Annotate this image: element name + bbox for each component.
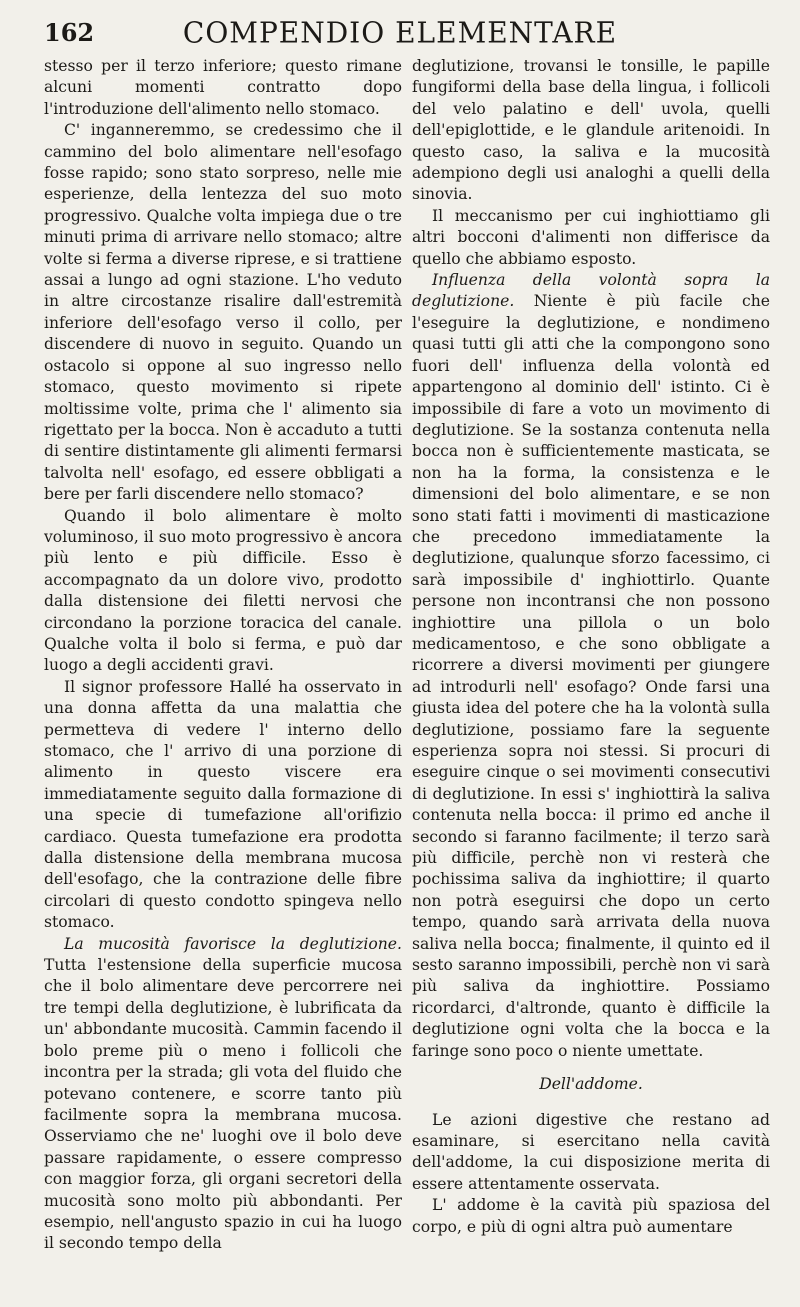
paragraph: C' inganneremmo, se credessimo che il cammino del bolo alimentare nell'esofago fosse rapido; sono stato sorpreso, nelle mie esperienze, della lentezza del suo moto progressivo. Qualche volta impiega due o tre minuti prima di arrivare nello stomaco; altre volte si ferma a diverse riprese, e si trattiene assai a lungo ad ogni stazione. L'ho veduto in altre circostanze risalire dall'estremità inferiore dell'esofago verso il collo, per discendere di nuovo in seguito. Quando un ostacolo si oppone al suo ingresso nello stomaco, questo movimento si ripete moltissime volte, prima che l' alimento sia rigettato per la bocca. Non è accaduto a tutti di sentire distintamente gli alimenti fermarsi talvolta nell' esofago, ed essere obbligati a bere per farli discendere nello stomaco? [44, 121, 403, 504]
paragraph: deglutizione, trovansi le tonsille, le papille fungiformi della base della lingua, i follicoli del velo palatino e dell' uvola, quelli dell'epiglottide, e le glandule aritenoidi. In questo caso, la saliva e la mucosità adempiono degli usi analoghi a quelli della sinovia. [412, 57, 770, 204]
section-title: Dell'addome. [539, 1075, 643, 1094]
paragraph: Influenza della volontà sopra la deglutizione. Niente è più facile che l'eseguire la deglutizione, e nondimeno quasi tutti gli atti che la compongono sono fuori dell' influenza della volontà ed appartengono al dominio dell' istinto. Ci è impossibile di fare a voto un movimento di deglutizione. Se la sostanza contenuta nella bocca non è sufficientemente masticata, se non ha la forma, la consistenza e le dimensioni del bolo alimentare, e se non sono stati fatti i movimenti di masticazione che precedono immediatamente la deglutizione, qualunque sforzo facessimo, ci sarà impossibile d' inghiottirlo. Quante persone non incontransi che non possono inghiottire una pillola o un bolo medicamentoso, e che sono obbligate a ricorrere a diversi movimenti per giungere ad introdurli nell' esofago? Onde farsi una giusta idea del potere che ha la volontà sulla deglutizione, possiamo fare la seguente esperienza sopra noi stessi. Si procuri di eseguire cinque o sei movimenti consecutivi di deglutizione. In essi s' inghiottirà la saliva contenuta nella bocca: il primo ed anche il secondo si faranno facilmente; il terzo sarà più difficile, perchè non vi resterà che pochissima saliva da inghiottire; il quarto non potrà eseguirsi che dopo un certo tempo, quando sarà arrivata della nuova saliva nella bocca; finalmente, il quinto ed il sesto saranno impossibili, perchè non vi sarà più saliva da inghiottire. Possiamo ricordarci, d'altronde, quanto è difficile la deglutizione ogni volta che la bocca e la faringe sono poco o niente umettate. [412, 271, 770, 1060]
paragraph: Quando il bolo alimentare è molto voluminoso, il suo moto progressivo è ancora più lento e più difficile. Esso è accompagnato da un dolore vivo, prodotto dalla distensione dei filetti nervosi che circondano la porzione toracica del canale. Qualche volta il bolo si ferma, e può dar luogo a degli accidenti gravi. [44, 506, 402, 675]
paragraph: stesso per il terzo inferiore; questo rimane alcuni momenti contratto dopo l'introduzione dell'alimento nello stomaco. [44, 57, 402, 118]
paragraph: Il signor professore Hallé ha osservato in una donna affetta da una malattia che permetteva di vedere l' interno dello stomaco, che l' arrivo di una porzione di alimento in questo viscere era immediatamente seguito dalla formazione di una specie di tumefazione all'orifizio cardiaco. Questa tumefazione era prodotta dalla distensione della membrana mucosa dell'esofago, che la contrazione delle fibre circolari di questo condotto spingeva nello stomaco. [44, 677, 402, 932]
page-number: 162 [44, 18, 95, 47]
page-header [30, 16, 770, 56]
section-heading: La mucosità favorisce la deglutizione. [64, 934, 402, 953]
left-column [44, 56, 402, 1255]
paragraph: La mucosità favorisce la deglutizione. Tutta l'estensione della superficie mucosa che il bolo alimentare deve percorrere nei tre tempi della deglutizione, è lubrificata da un' abbondante mucosità. Cammin facendo il bolo preme più o meno i follicoli che incontra per la strada; gli vota del fluido che potevano contenere, e scorre tanto più facilmente sopra la membrana mucosa. Osserviamo che ne' luoghi ove il bolo deve passare rapidamente, o essere compresso con maggior forza, gli organi secretori della mucosità sono molto più abbondanti. Per esempio, nell'angusto spazio in cui ha luogo il secondo tempo della [44, 934, 402, 1253]
paragraph: L' addome è la cavità più spaziosa del corpo, e più di ogni altra può aumentare [412, 1196, 770, 1236]
paragraph: Le azioni digestive che restano ad esaminare, si esercitano nella cavità dell'addome, la cui disposizione merita di essere attentamente osservata. [412, 1110, 770, 1193]
running-title: COMPENDIO ELEMENTARE [182, 15, 618, 50]
paragraph: Il meccanismo per cui inghiottiamo gli altri bocconi d'alimenti non differisce da quello che abbiamo esposto. [412, 206, 770, 268]
right-column [412, 56, 770, 1255]
section-heading: Influenza della volontà sopra la deglutizione. [412, 271, 770, 311]
text-columns [30, 56, 770, 1255]
